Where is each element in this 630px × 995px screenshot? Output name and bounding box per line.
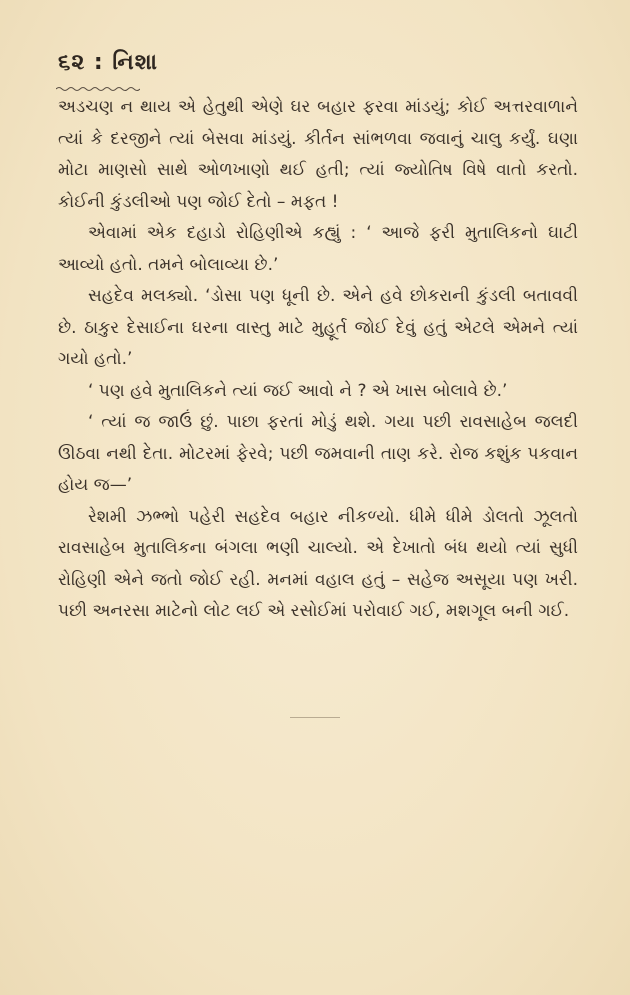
body-text bbox=[58, 92, 578, 628]
end-divider bbox=[290, 717, 340, 718]
page-header: ૬૨ : નિશા bbox=[58, 50, 159, 75]
paragraph-3: સહદેવ મલક્યો. ‘ડોસા પણ ધૂની છે. એને હવે છોકરાની કુંડલી બતાવવી છે. ઠાકુર દેસાઈના ઘરના વાસ્તુ માટે મુહૂર્ત જોઈ દેવું હતું એટલે એમને ત્યાં ગયો હતો.’ bbox=[58, 286, 578, 369]
paragraph-5: ‘ ત્યાં જ જાઉં છું. પાછા ફરતાં મોડું થશે. ગયા પછી રાવસાહેબ જલદી ઊઠવા નથી દેતા. મોટરમાં ફેરવે; પછી જમવાની તાણ કરે. રોજ કશુંક પકવાન હોય જ—’ bbox=[58, 412, 578, 495]
paragraph-1: અડચણ ન થાય એ હેતુથી એણે ઘર બહાર ફરવા માંડયું; કોઈ અત્તરવાળાને ત્યાં કે દરજીને ત્યાં બેસવા માંડયું. કીર્તન સાંભળવા જવાનું ચાલુ કર્યું. ઘણા મોટા માણસો સાથે ઓળખાણો થઈ હતી; ત્યાં જ્યોતિષ વિષે વાતો કરતો. કોઈની કુંડલીઓ પણ જોઈ દેતો – મફત ! bbox=[58, 97, 578, 212]
paragraph-6: રેશમી ઝભ્ભો પહેરી સહદેવ બહાર નીકળ્યો. ધીમે ધીમે ડોલતો ઝૂલતો રાવસાહેબ મુતાલિકના બંગલા ભણી ચાલ્યો. એ દેખાતો બંધ થયો ત્યાં સુધી રોહિણી એને જતો જોઈ રહી. મનમાં વહાલ હતું – સહેજ અસૂયા પણ ખરી. પછી અનરસા માટેનો લોટ લઈ એ રસોઈમાં પરોવાઈ ગઈ, મશગૂલ બની ગઈ. bbox=[58, 506, 578, 621]
paragraph-4: ‘ પણ હવે મુતાલિકને ત્યાં જઈ આવો ને ? એ ખાસ બોલાવે છે.’ bbox=[88, 380, 508, 401]
paragraph-2: એવામાં એક દહાડો રોહિણીએ કહ્યું : ‘ આજે ફરી મુતાલિકનો ઘાટી આવ્યો હતો. તમને બોલાવ્યા છે.’ bbox=[58, 223, 578, 275]
